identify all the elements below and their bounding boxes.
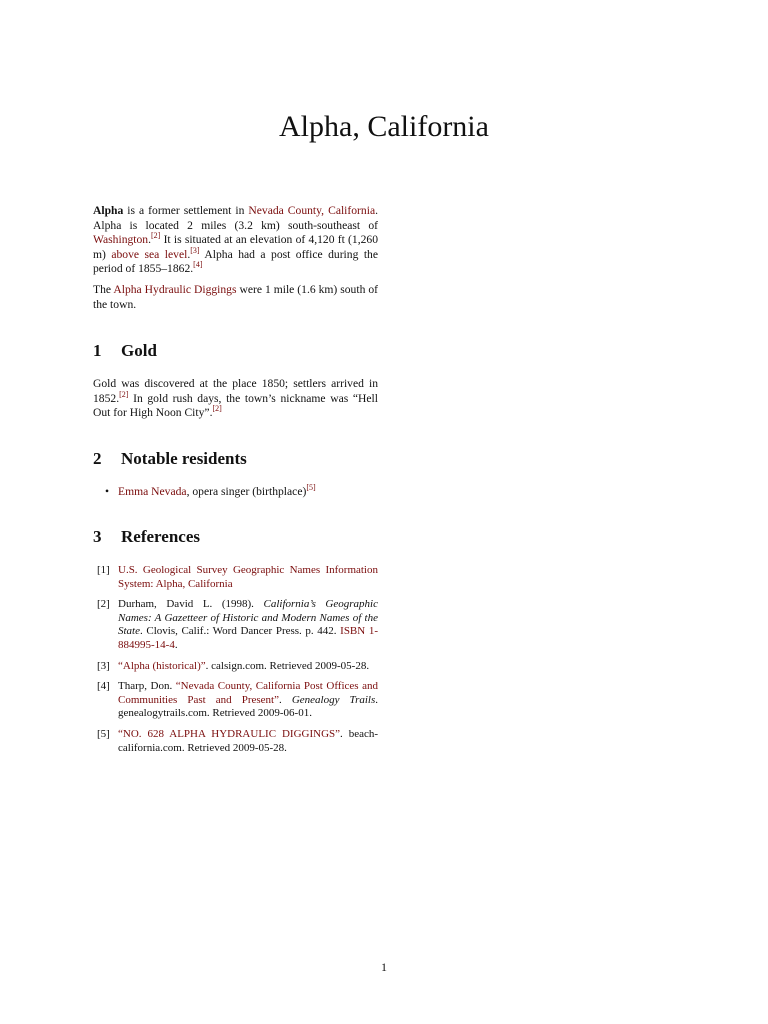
reference-link[interactable]: U.S. Geological Survey Geographic Names Information System: Alpha, California — [118, 564, 378, 590]
section-number: 1 — [93, 341, 102, 360]
text: is a former settlement in — [123, 204, 249, 217]
intro-paragraph-2 — [93, 283, 378, 312]
citation-link[interactable]: [2] — [151, 231, 161, 241]
text: . — [174, 638, 178, 651]
text: . Clovis, Calif.: Word Dancer Press. p. 442. — [140, 625, 341, 638]
text: . — [187, 247, 191, 261]
section-title: Notable residents — [121, 449, 247, 468]
reference-number: [3] — [97, 659, 110, 672]
isbn-link[interactable]: ISBN 1-884995-14-4 — [118, 625, 378, 651]
text: . — [148, 233, 152, 247]
link-emma-nevada[interactable]: Emma Nevada — [118, 485, 187, 498]
text: The — [93, 282, 114, 296]
reference-item — [93, 680, 378, 721]
section-number: 2 — [93, 449, 102, 468]
citation-link[interactable]: [2] — [119, 389, 129, 399]
reference-link[interactable]: “NO. 628 ALPHA HYDRAULIC DIGGINGS” — [118, 727, 341, 740]
text: Alpha had a post office during the period of 1855–1862. — [93, 247, 379, 276]
intro-section — [93, 204, 378, 312]
text: , opera singer (birthplace) — [186, 485, 307, 498]
section-heading-gold — [93, 341, 157, 361]
link-alpha-hydraulic-diggings[interactable]: Alpha Hydraulic Diggings — [113, 282, 237, 296]
reference-number: [2] — [97, 598, 110, 611]
citation-link[interactable]: [5] — [306, 483, 316, 493]
reference-item — [93, 728, 378, 755]
citation-link[interactable]: [3] — [190, 245, 200, 255]
section-number: 3 — [93, 527, 102, 546]
text: It is situated at an elevation of 4,120 ft (1,260 m) — [93, 233, 378, 261]
reference-number: [5] — [97, 727, 110, 740]
reference-number: [1] — [97, 564, 110, 576]
section-title: References — [121, 527, 200, 546]
intro-paragraph-1 — [93, 204, 378, 277]
article-subject: Alpha — [93, 204, 124, 217]
link-washington[interactable]: Washington — [93, 233, 149, 247]
text: . — [279, 693, 292, 706]
residents-list — [93, 485, 378, 500]
text: . beach-california.com. Retrieved 2009-05-28. — [118, 727, 379, 754]
text: were 1 mile (1.6 km) south of the town. — [93, 282, 378, 311]
text: Gold was discovered at the place 1850; settlers arrived in 1852. — [93, 377, 378, 405]
gold-paragraph — [93, 377, 378, 421]
gold-section — [93, 377, 378, 421]
citation-link[interactable]: [2] — [212, 404, 222, 414]
text: Durham, David L. (1998). — [118, 598, 264, 611]
page-title: Alpha, California — [279, 110, 489, 143]
residents-section — [93, 485, 378, 500]
reference-number: [4] — [97, 680, 110, 693]
reference-item — [93, 564, 378, 591]
link-above-sea-level[interactable]: above sea level — [111, 247, 188, 261]
section-heading-references — [93, 527, 200, 547]
reference-item — [93, 598, 378, 652]
page-number: 1 — [381, 960, 387, 974]
reference-item — [93, 660, 378, 674]
text: . Alpha is located 2 miles (3.2 km) south-southeast of — [93, 204, 378, 232]
reference-link[interactable]: “Alpha (historical)” — [118, 659, 206, 672]
text: Tharp, Don. — [118, 680, 176, 693]
book-title: California’s Geographic Names: A Gazetteer of Historic and Modern Names of the State — [118, 598, 378, 638]
text: . calsign.com. Retrieved 2009-05-28. — [205, 659, 370, 672]
list-item — [93, 485, 378, 500]
text: . genealogytrails.com. Retrieved 2009-06-01. — [118, 693, 378, 720]
section-title: Gold — [121, 341, 157, 360]
link-nevada-county[interactable]: Nevada County, California — [248, 204, 376, 217]
text: In gold rush days, the town’s nickname was “Hell Out for High Noon City”. — [93, 391, 378, 420]
site-title: Genealogy Trails — [291, 693, 376, 706]
citation-link[interactable]: [4] — [193, 260, 203, 270]
reference-link[interactable]: “Nevada County, California Post Offices and Communities Past and Present” — [118, 680, 378, 706]
section-heading-notable-residents — [93, 449, 247, 469]
references-list — [93, 564, 378, 762]
